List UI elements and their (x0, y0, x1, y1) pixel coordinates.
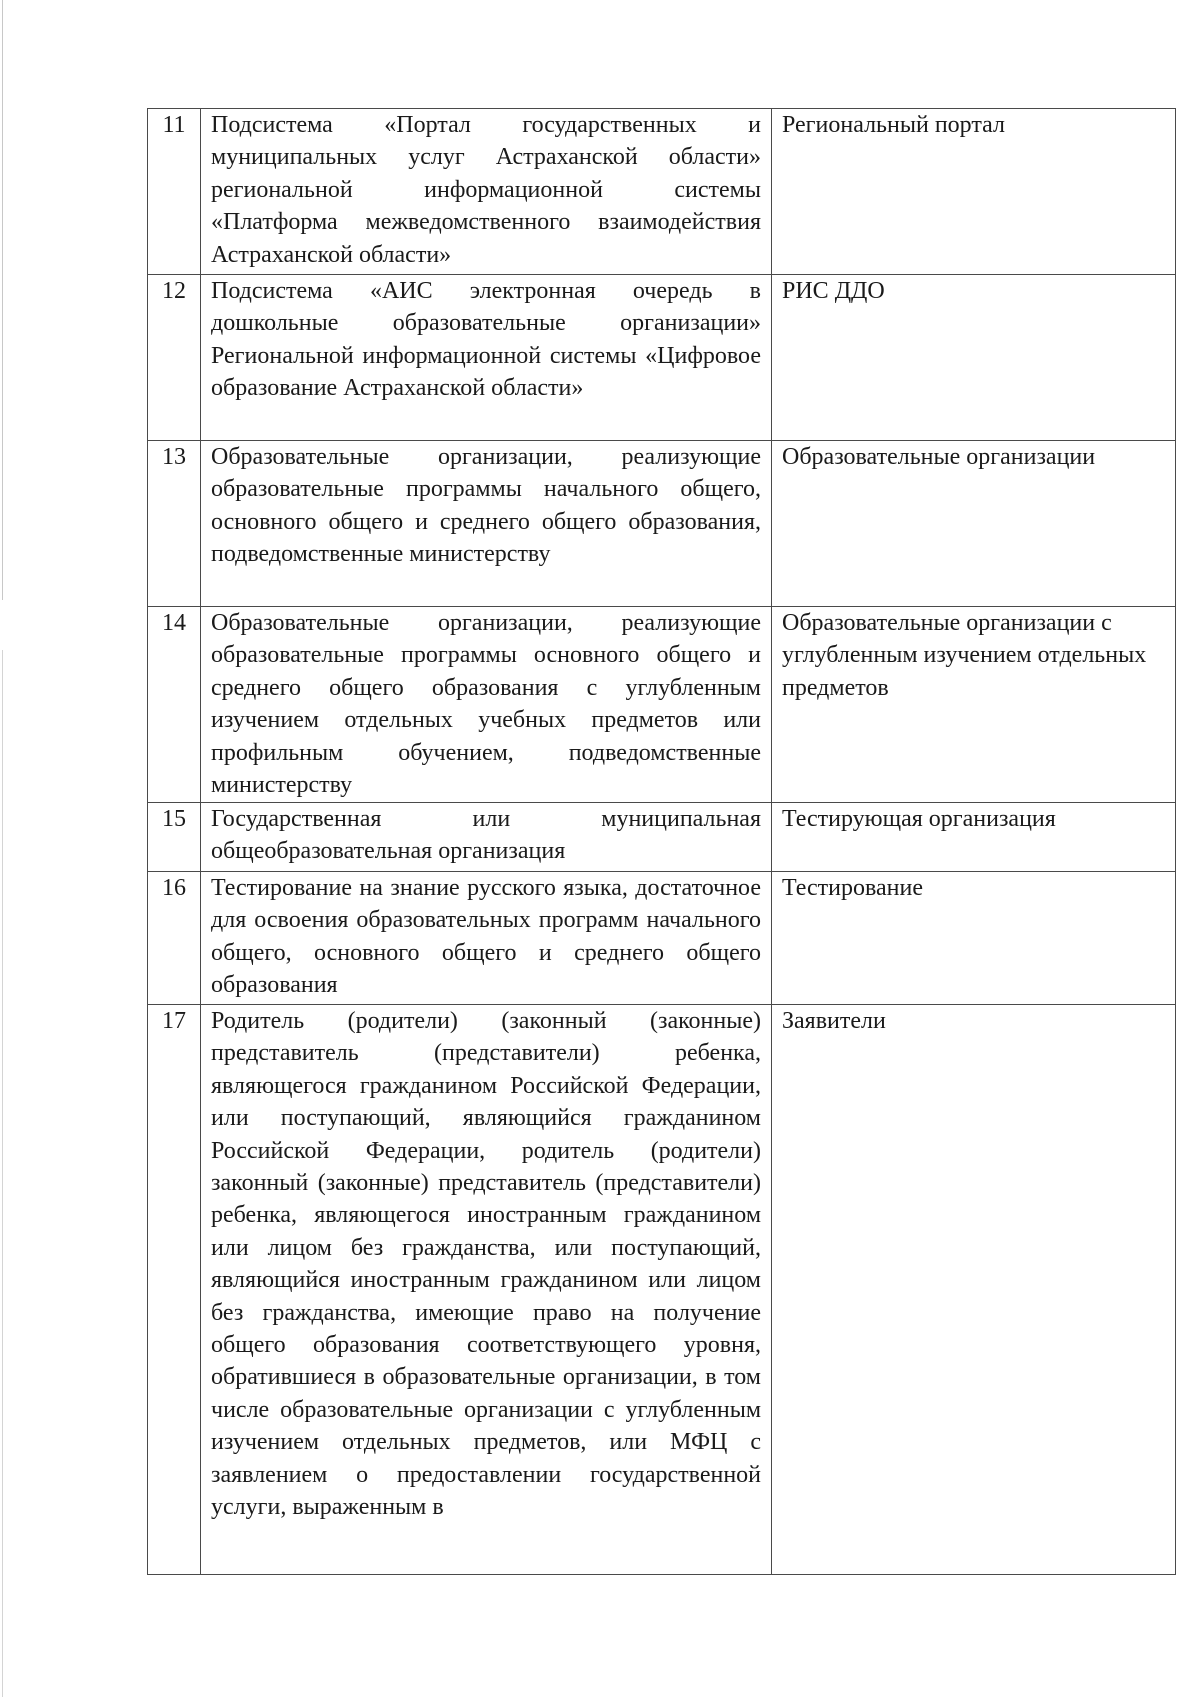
term-full-name: Образовательные организации, реализующие образовательные программы основного общего и среднего общего образования с углубленным изучением отдельных учебных предметов или профильным обучением, подведомственные министерству (201, 607, 772, 803)
table-row-12 (148, 275, 1176, 441)
term-full-name: Образовательные организации, реализующие образовательные программы начального общего, основного общего и среднего общего образования, подведомственные министерству (201, 441, 772, 607)
row-number: 13 (148, 441, 201, 607)
table-row-14 (148, 607, 1176, 803)
term-full-name: Подсистема «АИС электронная очередь в дошкольные образовательные организации» Региональной информационной системы «Цифровое образование Астраханской области» (201, 275, 772, 441)
term-full-name: Подсистема «Портал государственных и муниципальных услуг Астраханской области» региональной информационной системы «Платформа межведомственного взаимодействия Астраханской области» (201, 109, 772, 275)
term-full-name: Тестирование на знание русского языка, достаточное для освоения образовательных программ начального общего, основного общего и среднего общего образования (201, 872, 772, 1005)
term-full-name: Родитель (родители) (законный (законные) представитель (представители) ребенка, являющегося гражданином Российской Федерации, или поступающий, являющийся гражданином Российской Федерации, родитель (родители) законный (законные) представитель (представители) ребенка, являющегося иностранным гражданином или лицом без гражданства, или поступающий, являющийся иностранным гражданином или лицом без гражданства, имеющие право на получение общего образования соответствующего уровня, обратившиеся в образовательные организации, в том числе образовательные организации с углубленным изучением отдельных предметов, или МФЦ с заявлением о предоставлении государственной услуги, выраженным в (201, 1005, 772, 1575)
row-number: 17 (148, 1005, 201, 1575)
row-number: 16 (148, 872, 201, 1005)
table-row-15 (148, 803, 1176, 872)
table-row-17 (148, 1005, 1176, 1575)
row-number: 15 (148, 803, 201, 872)
term-abbreviation: Тестирующая организация (772, 803, 1176, 872)
table-row-13 (148, 441, 1176, 607)
term-full-name: Государственная или муниципальная общеобразовательная организация (201, 803, 772, 872)
table-row-11 (148, 109, 1176, 275)
term-abbreviation: Тестирование (772, 872, 1176, 1005)
scan-edge-bottom (2, 650, 3, 1697)
term-abbreviation: Образовательные организации (772, 441, 1176, 607)
row-number: 14 (148, 607, 201, 803)
term-abbreviation: Региональный портал (772, 109, 1176, 275)
term-abbreviation: Образовательные организации с углубленным изучением отдельных предметов (772, 607, 1176, 803)
terms-table (147, 108, 1176, 1575)
table-row-16 (148, 872, 1176, 1005)
term-abbreviation: Заявители (772, 1005, 1176, 1575)
row-number: 11 (148, 109, 201, 275)
term-abbreviation: РИС ДДО (772, 275, 1176, 441)
row-number: 12 (148, 275, 201, 441)
scan-edge-top (2, 0, 3, 600)
